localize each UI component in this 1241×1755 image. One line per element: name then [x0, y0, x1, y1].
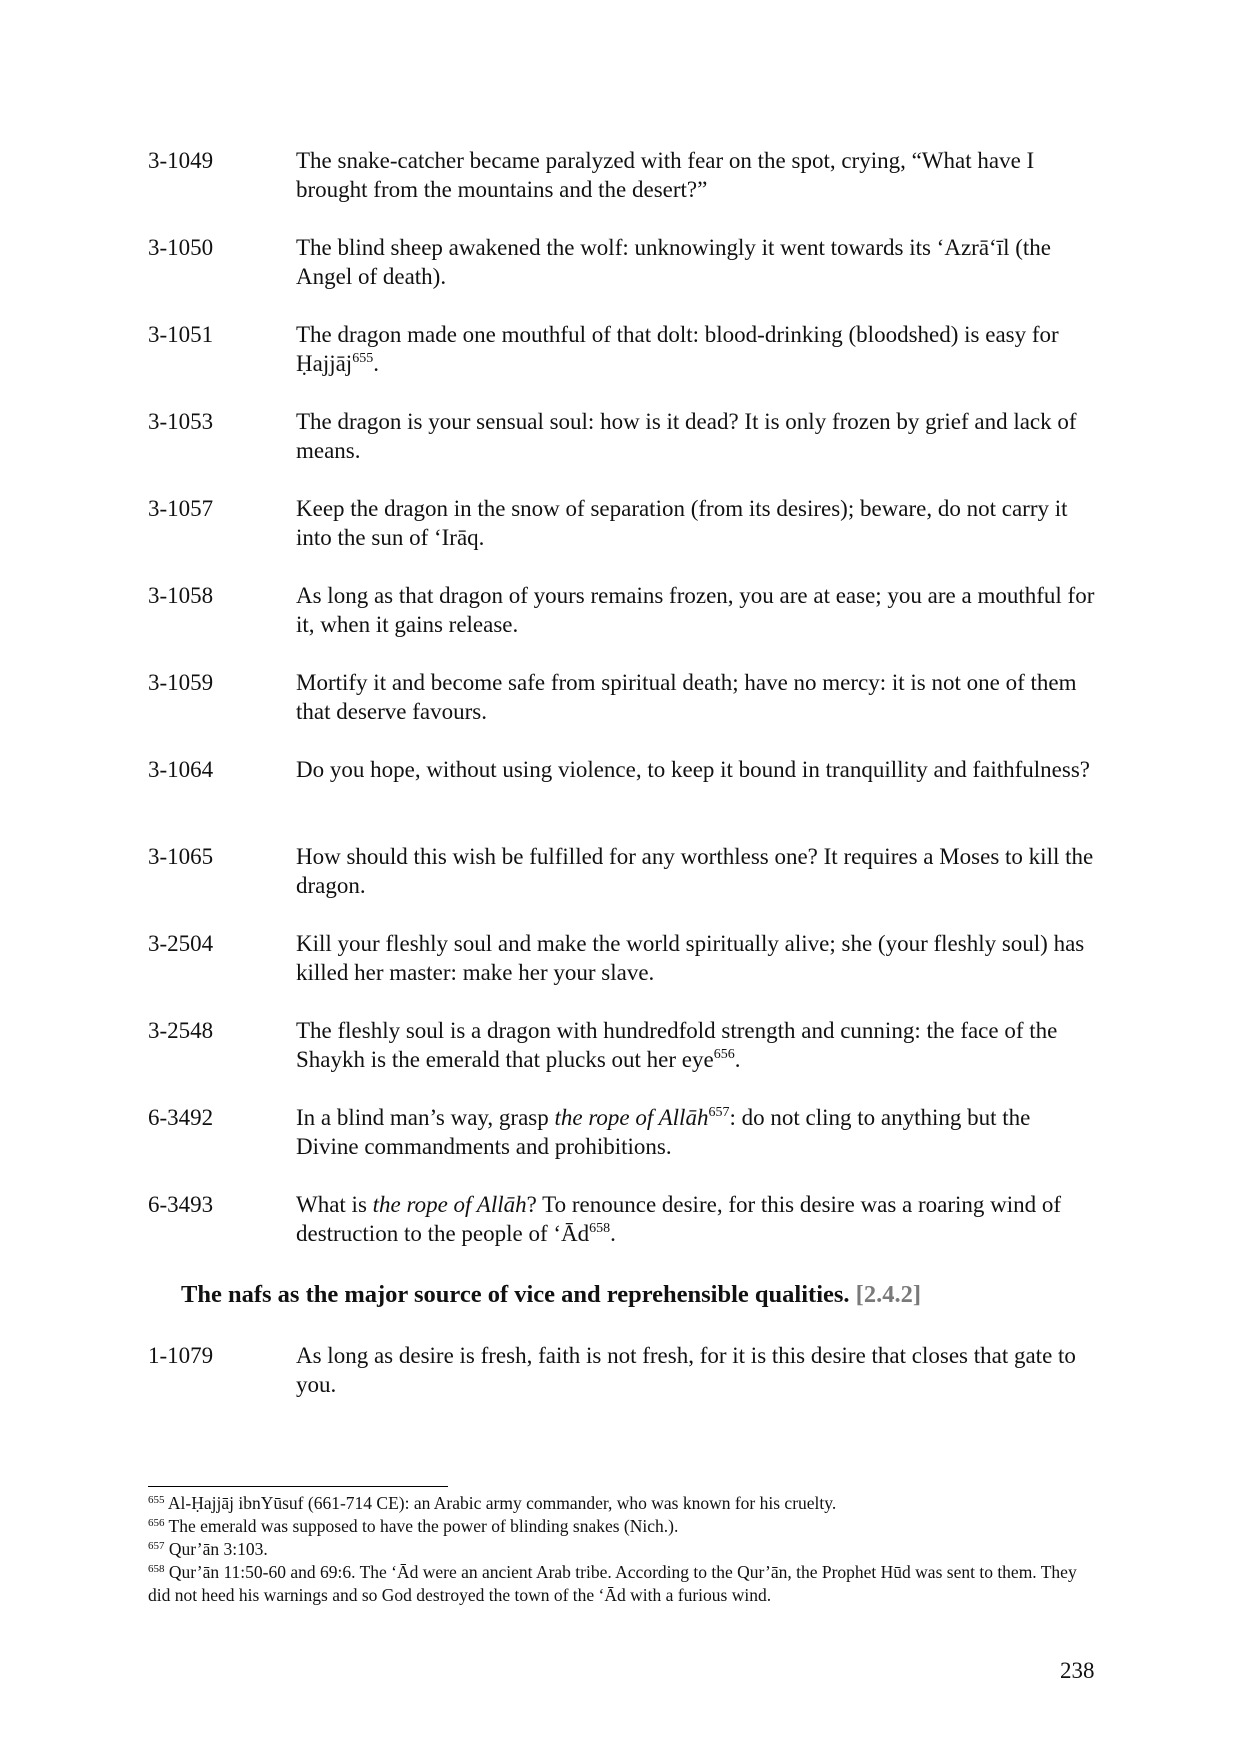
verse-entry — [148, 581, 1098, 668]
verse-entry — [148, 1016, 1098, 1103]
verse-text: As long as desire is fresh, faith is not fresh, for it is this desire that closes that gate to you. — [296, 1343, 1076, 1397]
verse-entry — [148, 755, 1098, 842]
section-reference[interactable]: [2.4.2] — [855, 1281, 921, 1308]
verse-text: The snake-catcher became paralyzed with fear on the spot, crying, “What have I brought from the mountains and the desert?” — [296, 148, 1035, 202]
verse-list — [148, 146, 1098, 1277]
verse-number: 3-1057 — [148, 496, 214, 521]
footnotes — [148, 1492, 1098, 1607]
verse-number: 6-3492 — [148, 1105, 214, 1130]
footnote: $^{656}$ The emerald was supposed to have the power of blinding snakes (Nich.). — [148, 1516, 679, 1536]
verse-entry — [148, 407, 1098, 494]
verse-entry — [148, 146, 1098, 233]
section-heading: The nafs as the major source of vice and reprehensible qualities. [2.4.2] — [181, 1281, 921, 1308]
page-number: 238 — [1060, 1658, 1095, 1683]
verse-number: 3-1050 — [148, 235, 214, 260]
footnote-ref[interactable]: 656 — [713, 1047, 735, 1062]
verse-text: The dragon is your sensual soul: how is it dead? It is only frozen by grief and lack of means. — [296, 409, 1077, 463]
verse-number: 3-1053 — [148, 409, 214, 434]
verse-entry — [148, 668, 1098, 755]
verse-text: Do you hope, without using violence, to keep it bound in tranquillity and faithfulness? — [296, 757, 1091, 782]
verse-entry — [148, 929, 1098, 1016]
verse-text: The dragon made one mouthful of that dolt: blood-drinking (bloodshed) is easy for Ḥajjāj$^{655}$. — [296, 322, 1059, 376]
verse-number: 3-1064 — [148, 757, 214, 782]
verse-entry — [148, 842, 1098, 929]
verse-number: 6-3493 — [148, 1192, 214, 1217]
verse-entry — [148, 320, 1098, 407]
footnote-ref[interactable]: 655 — [352, 351, 374, 366]
verse-text: In a blind man’s way, grasp the rope of Allāh$^{657}$: do not cling to anything but the Divine commandments and prohibitions. — [296, 1105, 1031, 1159]
verse-entry — [148, 1341, 1098, 1401]
verse-text: Kill your fleshly soul and make the world spiritually alive; she (your fleshly soul) has killed her master: make her your slave. — [296, 931, 1085, 985]
verse-number: 3-1051 — [148, 322, 214, 347]
verse-entry — [148, 233, 1098, 320]
footnote: $^{657}$ Qur’ān 3:103. — [148, 1539, 268, 1559]
footnote-ref[interactable]: 657 — [708, 1105, 730, 1120]
verse-number: 3-2548 — [148, 1018, 214, 1043]
verse-text: Keep the dragon in the snow of separation (from its desires); beware, do not carry it into the sun of ‘Irāq. — [296, 496, 1068, 550]
verse-text: Mortify it and become safe from spiritual death; have no mercy: it is not one of them that deserve favours. — [296, 670, 1077, 724]
verse-text: How should this wish be fulfilled for any worthless one? It requires a Moses to kill the dragon. — [296, 844, 1094, 898]
verse-number: 1-1079 — [148, 1343, 214, 1368]
verse-entry — [148, 494, 1098, 581]
verse-text: As long as that dragon of yours remains frozen, you are at ease; you are a mouthful for it, when it gains release. — [296, 583, 1095, 637]
verse-text: What is the rope of Allāh? To renounce desire, for this desire was a roaring wind of destruction to the people of ‘$Ād^{658}$. — [296, 1192, 1062, 1246]
verse-number: 3-2504 — [148, 931, 214, 956]
verse-number: 3-1065 — [148, 844, 214, 869]
verse-text: The blind sheep awakened the wolf: unknowingly it went towards its ‘Azrā‘īl (the Angel of death). — [296, 235, 1051, 289]
verse-number: 3-1059 — [148, 670, 214, 695]
verse-entry — [148, 1103, 1098, 1190]
footnote-ref[interactable]: 658 — [589, 1221, 611, 1236]
footnote-separator — [148, 1486, 448, 1487]
footnote: $^{658}$ Qur’ān 11:50-60 and 69:6. The ‘Ād were an ancient Arab tribe. According to the Qur’ān, the Prophet Hūd was sent to them. They did not heed his warnings and so God destroyed the town of the ‘Ād with a furious wind. — [148, 1562, 1077, 1605]
verse-entry — [148, 1190, 1098, 1277]
verse-text: The fleshly soul is a dragon with hundredfold strength and cunning: the face of the Shaykh is the emerald that plucks out her eye$^{656}$. — [296, 1018, 1058, 1072]
footnote: $^{655}$ Al-Ḥajjāj ibnYūsuf (661-714 CE): an Arabic army commander, who was known for his cruelty. — [148, 1493, 837, 1513]
verse-number: 3-1049 — [148, 148, 214, 173]
verse-number: 3-1058 — [148, 583, 214, 608]
